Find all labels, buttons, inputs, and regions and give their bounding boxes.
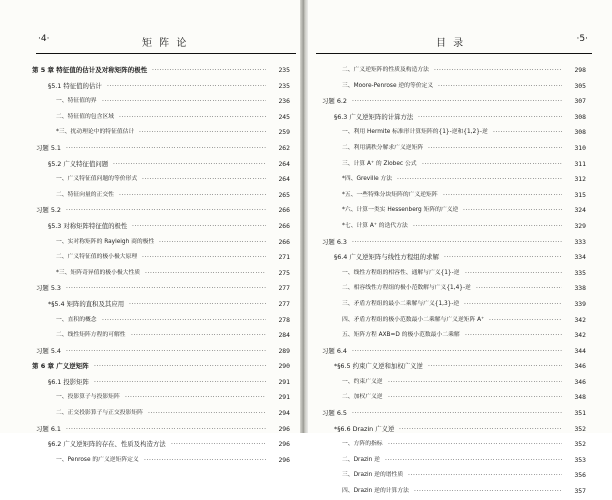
dot-leader <box>66 141 266 157</box>
toc-entry-title: *五、一些特殊分块矩阵的广义逆矩阵 <box>342 191 438 198</box>
page-number: ·4· <box>38 34 50 44</box>
toc-entry <box>318 437 586 453</box>
toc-entry-page: 348 <box>574 393 586 402</box>
toc-entry <box>32 125 290 141</box>
toc-list <box>318 63 586 500</box>
left-page <box>0 0 300 464</box>
toc-entry-title: 二、特征值的包含区域 <box>56 113 114 120</box>
toc-entry-title: §5.1 特征值的估计 <box>48 81 102 90</box>
dot-leader <box>414 484 562 500</box>
dot-leader <box>142 250 266 266</box>
toc-entry <box>318 141 586 157</box>
toc-entry <box>32 157 290 173</box>
toc-entry-page: 265 <box>278 190 290 199</box>
toc-entry-page: 259 <box>278 128 290 137</box>
toc-entry-title: 三、矛盾方程组的最小二乘解与广义{1,3}-逆 <box>342 300 460 307</box>
toc-entry-page: 357 <box>574 487 586 496</box>
toc-entry <box>32 344 290 360</box>
dot-leader <box>66 203 266 219</box>
dot-leader <box>94 375 266 391</box>
toc-entry-title: 一、特征值的界 <box>56 98 97 105</box>
toc-entry-page: 307 <box>574 97 586 106</box>
toc-entry-title: 一、利用 Hermite 标准形计算矩阵的{1}-逆和{1,2}-逆 <box>342 129 488 136</box>
dot-leader <box>113 157 266 173</box>
toc-entry-title: 一、约束广义逆 <box>342 378 383 385</box>
toc-entry-page: 245 <box>278 112 290 121</box>
dot-leader <box>388 375 562 391</box>
toc-entry-title: 二、特征向量的正交性 <box>56 191 114 198</box>
toc-entry-page: 284 <box>278 331 290 340</box>
dot-leader <box>352 235 562 251</box>
toc-entry-title: 习题 5.4 <box>36 346 61 355</box>
toc-entry-page: 353 <box>574 455 586 464</box>
dot-leader <box>465 328 562 344</box>
toc-entry <box>318 63 586 79</box>
toc-entry-page: 346 <box>574 377 586 386</box>
toc-entry-page: 264 <box>278 159 290 168</box>
dot-leader <box>119 188 266 204</box>
toc-entry-title: 一、投影算子与投影矩阵 <box>56 394 120 401</box>
toc-entry-page: 351 <box>574 409 586 418</box>
toc-entry-page: 339 <box>574 299 586 308</box>
toc-entry <box>318 375 586 391</box>
toc-entry <box>32 188 290 204</box>
toc-entry-title: 一、方阵的指标 <box>342 441 383 448</box>
toc-entry-page: 312 <box>574 175 586 184</box>
dot-leader <box>434 63 562 79</box>
toc-entry-page: 266 <box>278 221 290 230</box>
toc-entry <box>32 375 290 391</box>
toc-entry-page: 278 <box>278 315 290 324</box>
toc-entry-title: 三、Moore-Penrose 逆的等价定义 <box>342 82 434 89</box>
toc-entry-page: 335 <box>574 268 586 277</box>
dot-leader <box>385 453 562 469</box>
toc-entry <box>32 79 290 95</box>
toc-entry-page: 266 <box>278 206 290 215</box>
toc-entry-title: §6.3 广义逆矩阵的计算方法 <box>334 112 414 121</box>
toc-entry-title: §5.2 广义特征值问题 <box>48 159 109 168</box>
toc-entry-page: 344 <box>574 346 586 355</box>
toc-entry-title: 一、Penrose 的广义逆矩阵定义 <box>56 456 139 463</box>
toc-entry-page: 277 <box>278 284 290 293</box>
dot-leader <box>148 406 266 422</box>
toc-entry-title: *§6.5 约束广义逆和加权广义逆 <box>334 362 423 371</box>
dot-leader <box>352 94 562 110</box>
dot-leader <box>465 266 562 282</box>
toc-entry-page: 271 <box>278 253 290 262</box>
toc-entry-title: 一、实对称矩阵的 Rayleigh 商的极性 <box>56 238 155 245</box>
dot-leader <box>408 468 562 484</box>
book-gutter <box>300 0 308 433</box>
toc-entry-title: §5.3 对称矩阵特征值的极性 <box>48 221 128 230</box>
dot-leader <box>119 110 266 126</box>
toc-entry <box>318 359 586 375</box>
toc-entry <box>32 453 290 469</box>
toc-entry <box>318 250 586 266</box>
toc-entry-title: 习题 6.2 <box>322 97 347 106</box>
toc-list <box>32 63 290 468</box>
dot-leader <box>94 359 266 375</box>
toc-entry-page: 262 <box>278 143 290 152</box>
dot-leader <box>413 219 562 235</box>
toc-entry-page: 275 <box>278 268 290 277</box>
toc-entry <box>32 313 290 329</box>
dot-leader <box>463 203 562 219</box>
toc-entry-page: 296 <box>278 440 290 449</box>
toc-entry-title: 习题 5.2 <box>36 206 61 215</box>
toc-entry <box>32 266 290 282</box>
toc-entry-title: 一、直积的概念 <box>56 316 97 323</box>
toc-entry <box>32 235 290 251</box>
toc-entry-page: 296 <box>278 455 290 464</box>
toc-entry-title: 二、Drazin 逆 <box>342 456 380 463</box>
toc-entry-title: 二、线性矩阵方程的可解性 <box>56 332 126 339</box>
dot-leader <box>152 63 266 79</box>
toc-entry <box>318 110 586 126</box>
toc-entry-title: 习题 6.1 <box>36 424 61 433</box>
toc-entry <box>318 219 586 235</box>
toc-entry-page: 324 <box>574 206 586 215</box>
dot-leader <box>102 313 266 329</box>
toc-entry-page: 235 <box>278 66 290 74</box>
header-rule <box>36 53 296 54</box>
toc-entry-title: 习题 5.3 <box>36 284 61 293</box>
dot-leader <box>144 453 266 469</box>
toc-entry-title: §6.4 广义逆矩阵与线性方程组的求解 <box>334 253 439 262</box>
toc-entry <box>318 235 586 251</box>
right-page-header <box>318 34 588 48</box>
toc-entry-page: 294 <box>278 409 290 418</box>
toc-entry-title: 二、广义特征值的极小极大原理 <box>56 254 138 261</box>
toc-entry <box>318 344 586 360</box>
toc-entry <box>32 328 290 344</box>
toc-entry <box>32 94 290 110</box>
toc-entry <box>318 297 586 313</box>
toc-entry-title: *三、矩阵奇异值的极小极大性质 <box>56 269 141 276</box>
toc-entry <box>32 359 290 375</box>
toc-entry <box>318 328 586 344</box>
toc-entry-page: 333 <box>574 237 586 246</box>
toc-entry-page: 310 <box>574 143 586 152</box>
running-title: 目 录 <box>436 38 466 49</box>
toc-entry-page: 346 <box>574 362 586 371</box>
toc-entry-page: 291 <box>278 393 290 402</box>
toc-entry <box>318 484 586 500</box>
toc-entry-title: §6.2 广义逆矩阵的存在、性质及构造方法 <box>48 440 166 449</box>
toc-entry <box>318 390 586 406</box>
toc-entry-page: 298 <box>574 66 586 74</box>
dot-leader <box>489 313 562 329</box>
toc-entry-page: 311 <box>574 159 586 168</box>
dot-leader <box>142 172 266 188</box>
toc-entry-page: 277 <box>278 299 290 308</box>
toc-entry-page: 315 <box>574 190 586 199</box>
toc-entry <box>32 63 290 79</box>
toc-entry-page: 235 <box>278 81 290 90</box>
page-number: ·5· <box>576 34 588 44</box>
dot-leader <box>399 422 562 438</box>
toc-entry-page: 342 <box>574 315 586 324</box>
toc-entry-title: 二、相容线性方程组的极小范数解与广义{1,4}-逆 <box>342 285 471 292</box>
dot-leader <box>444 250 562 266</box>
dot-leader <box>139 125 266 141</box>
dot-leader <box>443 188 562 204</box>
dot-leader <box>171 437 266 453</box>
toc-entry-title: 习题 6.3 <box>322 237 347 246</box>
toc-entry <box>32 110 290 126</box>
toc-entry-page: 308 <box>574 128 586 137</box>
toc-entry-page: 296 <box>278 424 290 433</box>
dot-leader <box>428 359 562 375</box>
toc-entry <box>318 468 586 484</box>
toc-entry <box>318 406 586 422</box>
toc-entry-title: 习题 6.4 <box>322 346 347 355</box>
dot-leader <box>493 125 562 141</box>
toc-entry-page: 291 <box>278 377 290 386</box>
dot-leader <box>397 172 562 188</box>
toc-entry <box>318 188 586 204</box>
toc-entry-title: *六、计算一类实 Hessenberg 矩阵的广义逆 <box>342 207 459 214</box>
toc-entry-page: 342 <box>574 331 586 340</box>
toc-entry-title: 一、线性方程组的相容性、通解与广义{1}-逆 <box>342 269 460 276</box>
toc-entry <box>318 266 586 282</box>
toc-entry-page: 266 <box>278 237 290 246</box>
dot-leader <box>476 281 562 297</box>
toc-entry-title: *三、扰动理论中的特征值估计 <box>56 129 135 136</box>
toc-entry-title: 五、矩阵方程 AXB=D 的极小范数最小二乘解 <box>342 332 460 339</box>
dot-leader <box>422 157 562 173</box>
toc-entry-title: 第 5 章 特征值的估计及对称矩阵的极性 <box>32 66 148 74</box>
toc-entry <box>318 203 586 219</box>
dot-leader <box>132 219 266 235</box>
dot-leader <box>159 235 266 251</box>
toc-entry-title: §6.1 投影矩阵 <box>48 377 89 386</box>
dot-leader <box>352 406 562 422</box>
toc-entry-page: 290 <box>278 362 290 371</box>
toc-entry <box>32 250 290 266</box>
toc-entry-title: 二、利用满秩分解求广义逆矩阵 <box>342 144 424 151</box>
toc-entry <box>318 79 586 95</box>
dot-leader <box>388 437 562 453</box>
toc-entry-page: 356 <box>574 471 586 480</box>
toc-entry-title: 二、加权广义逆 <box>342 394 383 401</box>
toc-entry-title: 四、Drazin 逆的计算方法 <box>342 488 409 495</box>
toc-entry-page: 236 <box>278 97 290 106</box>
toc-entry <box>32 422 290 438</box>
toc-entry <box>32 141 290 157</box>
toc-entry-title: 四、矛盾方程组的极小范数最小二乘解与广义逆矩阵 A⁺ <box>342 316 485 323</box>
toc-entry <box>318 172 586 188</box>
toc-entry-title: *§5.4 矩阵的直积及其应用 <box>48 299 125 308</box>
dot-leader <box>66 281 266 297</box>
dot-leader <box>107 79 266 95</box>
toc-entry <box>318 125 586 141</box>
dot-leader <box>131 328 266 344</box>
toc-entry-title: 习题 6.5 <box>322 409 347 418</box>
dot-leader <box>464 297 562 313</box>
dot-leader <box>66 422 266 438</box>
toc-entry <box>32 406 290 422</box>
toc-entry-page: 305 <box>574 81 586 90</box>
toc-entry-page: 334 <box>574 253 586 262</box>
toc-entry-page: 308 <box>574 112 586 121</box>
toc-entry-page: 264 <box>278 175 290 184</box>
header-rule <box>316 53 592 54</box>
toc-entry <box>318 94 586 110</box>
toc-entry-title: *七、计算 A⁺ 的迭代方法 <box>342 222 408 229</box>
dot-leader <box>129 297 266 313</box>
dot-leader <box>66 344 266 360</box>
toc-entry <box>32 297 290 313</box>
right-page <box>308 0 612 496</box>
dot-leader <box>125 390 266 406</box>
toc-entry <box>32 172 290 188</box>
toc-entry-title: 习题 5.1 <box>36 143 61 152</box>
dot-leader <box>102 94 266 110</box>
toc-entry-title: 二、正交投影算子与正交投影矩阵 <box>56 410 143 417</box>
toc-entry-page: 289 <box>278 346 290 355</box>
toc-entry-page: 329 <box>574 221 586 230</box>
toc-entry <box>32 437 290 453</box>
toc-entry-title: 二、广义逆矩阵的性质及构造方法 <box>342 67 429 73</box>
dot-leader <box>418 110 562 126</box>
left-page-header <box>38 34 296 48</box>
toc-entry <box>318 157 586 173</box>
toc-entry-title: 一、广义特征值问题的等价形式 <box>56 176 138 183</box>
dot-leader <box>145 266 266 282</box>
dot-leader <box>438 79 562 95</box>
toc-entry-page: 352 <box>574 440 586 449</box>
toc-entry <box>318 453 586 469</box>
toc-entry-title: 第 6 章 广义逆矩阵 <box>32 362 89 371</box>
toc-entry <box>32 219 290 235</box>
dot-leader <box>352 344 562 360</box>
toc-entry-title: 三、Drazin 逆的谱性质 <box>342 472 404 479</box>
toc-entry <box>32 390 290 406</box>
toc-entry <box>32 281 290 297</box>
toc-entry-page: 338 <box>574 284 586 293</box>
toc-entry <box>318 313 586 329</box>
toc-entry-title: 三、计算 A⁺ 的 Zlobec 公式 <box>342 160 417 167</box>
dot-leader <box>428 141 562 157</box>
dot-leader <box>388 390 562 406</box>
toc-entry <box>318 422 586 438</box>
toc-entry <box>318 281 586 297</box>
toc-entry-title: *§6.6 Drazin 广义逆 <box>334 424 395 433</box>
toc-entry-page: 352 <box>574 424 586 433</box>
toc-entry-title: *四、Greville 方法 <box>342 176 393 183</box>
toc-entry <box>32 203 290 219</box>
running-title: 矩 阵 论 <box>142 38 189 49</box>
